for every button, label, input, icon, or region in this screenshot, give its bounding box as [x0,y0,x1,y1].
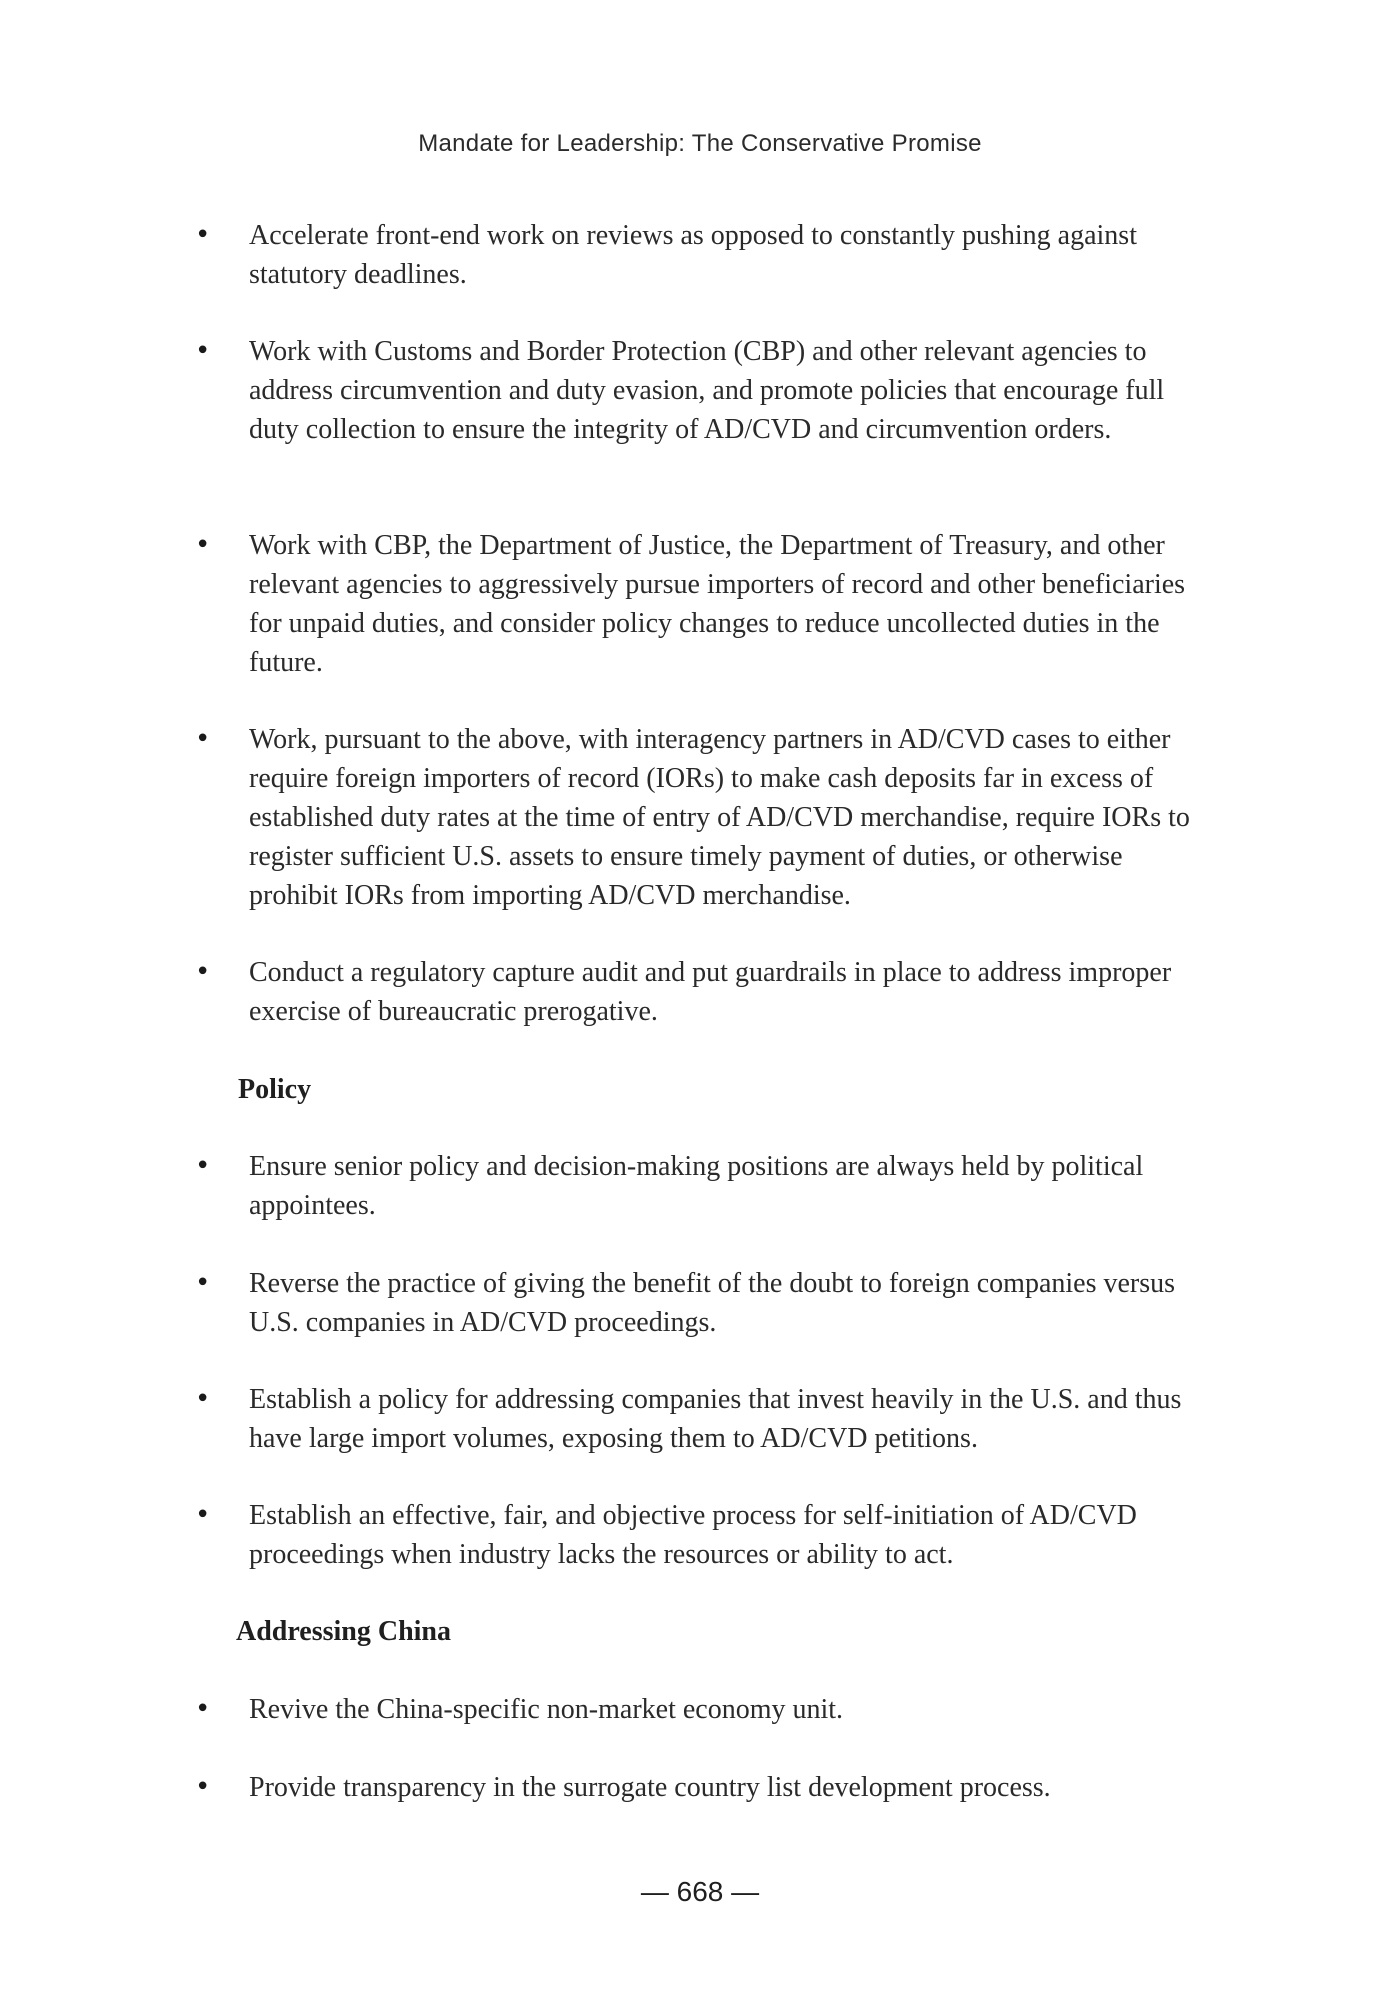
bullet-marker: • [195,530,211,560]
list-item-text: Work with CBP, the Department of Justice, the Department of Treasury, and other relevant agencies to aggressively pursue importers of record and other beneficiaries for unpaid duties, and consider policy changes to reduce uncollected duties in the future. [249,530,1186,678]
bullet-marker: • [195,1268,211,1298]
bullet-marker: • [195,957,211,987]
bullet-marker: • [195,1772,211,1802]
bullet-marker: • [195,336,211,366]
bullet-marker: • [195,724,211,754]
list-item-text: Conduct a regulatory capture audit and put guardrails in place to address improper exercise of bureaucratic prerogative. [249,957,1172,1027]
list-item-text: Revive the China-specific non-market economy unit. [249,1694,844,1725]
bullet-marker: • [195,1384,211,1414]
page-number: — 668 — [640,1876,760,1907]
running-header: Mandate for Leadership: The Conservative Promise [418,130,982,157]
list-item-text: Work with Customs and Border Protection (CBP) and other relevant agencies to address circumvention and duty evasion, and promote policies that encourage full duty collection to ensure the integrity of AD/CVD and circumvention orders. [249,336,1165,445]
list-item-text: Provide transparency in the surrogate country list development process. [249,1772,1051,1803]
section-heading-policy: Policy [238,1074,312,1105]
list-item-text: Accelerate front-end work on reviews as opposed to constantly pushing against statutory deadlines. [249,220,1137,290]
list-item-text: Work, pursuant to the above, with interagency partners in AD/CVD cases to either require foreign importers of record (IORs) to make cash deposits far in excess of established duty rates at the time of entry of AD/CVD merchandise, require IORs to register sufficient U.S. assets to ensure timely payment of duties, or otherwise prohibit IORs from importing AD/CVD merchandise. [249,724,1190,911]
list-item-text: Reverse the practice of giving the benefit of the doubt to foreign companies versus U.S. companies in AD/CVD proceedings. [249,1268,1176,1338]
bullet-marker: • [195,1694,211,1724]
section-heading-addressing-china: Addressing China [236,1616,452,1647]
list-item-text: Ensure senior policy and decision-making positions are always held by political appointees. [249,1151,1144,1221]
bullet-marker: • [195,220,211,250]
bullet-marker: • [195,1151,211,1181]
list-item-text: Establish an effective, fair, and objective process for self-initiation of AD/CVD proceedings when industry lacks the resources or ability to act. [249,1500,1137,1570]
bullet-marker: • [195,1500,211,1530]
list-item-text: Establish a policy for addressing companies that invest heavily in the U.S. and thus have large import volumes, exposing them to AD/CVD petitions. [249,1384,1182,1454]
